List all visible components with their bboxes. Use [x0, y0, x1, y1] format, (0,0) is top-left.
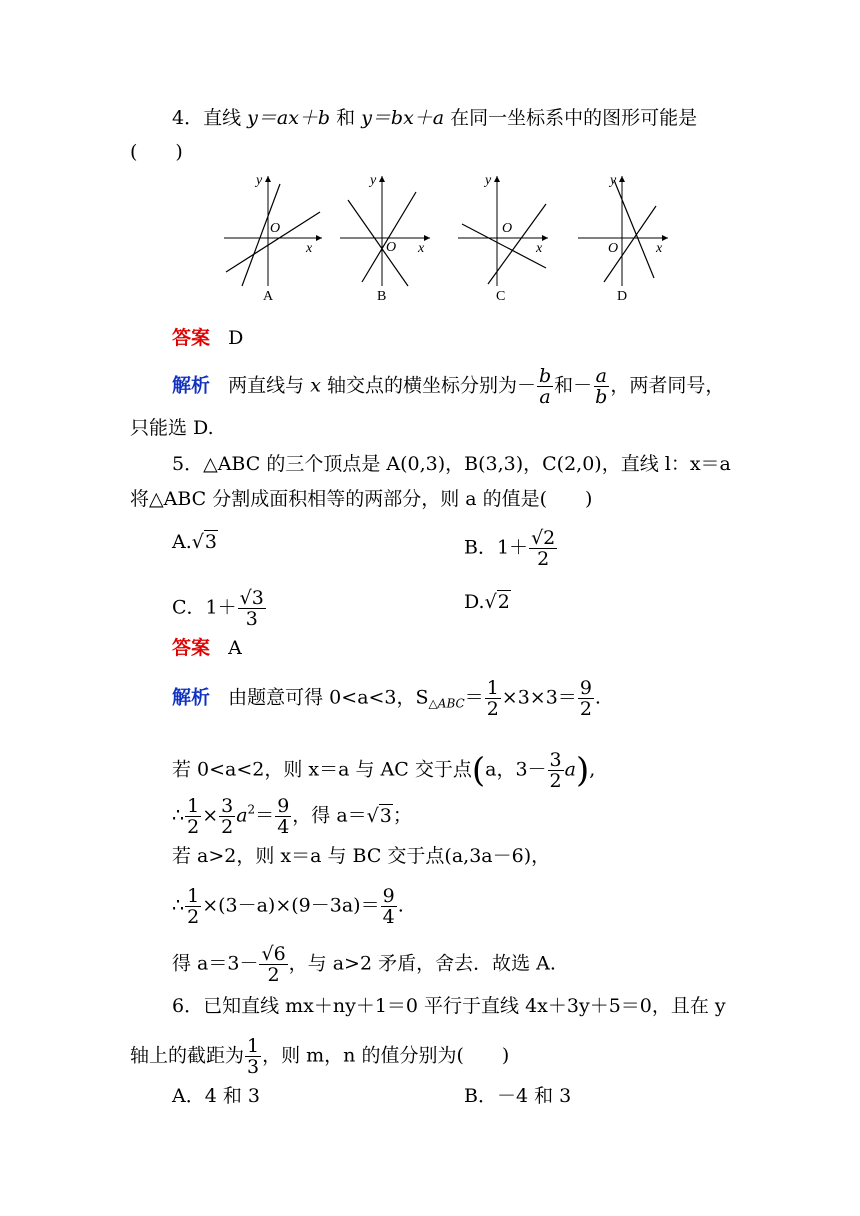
- frac-num: 1: [247, 1035, 260, 1057]
- q5-option-b: [464, 528, 558, 569]
- q4-graphs: [212, 166, 678, 312]
- frac-den: a: [539, 386, 551, 408]
- frac-num: 9: [277, 795, 290, 817]
- graph-b-y-label: y: [370, 173, 377, 188]
- q5-analysis-2: 若 0<a<2，则 x＝a 与 AC 交于点(a，3－ $\frac{3}{2}$ a),: [172, 749, 596, 792]
- fraction: [485, 678, 501, 719]
- fraction-a-over-b: [593, 366, 609, 407]
- frac-den: b: [595, 386, 608, 408]
- therefore: ∴: [172, 804, 185, 827]
- graph-b: [340, 173, 430, 304]
- fraction: [219, 796, 235, 837]
- frac-num: 1: [187, 885, 200, 907]
- graph-d-y-label: y: [610, 173, 617, 188]
- frac-num: 1: [486, 677, 499, 699]
- analysis-text: 得 a＝3－: [172, 952, 259, 975]
- graph-b-x-label: x: [418, 241, 425, 256]
- radicand: 3: [251, 587, 264, 609]
- analysis-and: 和－: [554, 374, 593, 397]
- q4-analysis: [172, 366, 724, 407]
- radicand: 3: [204, 531, 217, 553]
- frac-num: 3: [549, 749, 562, 771]
- q5-stem-2: 将△ABC 分割成面积相等的两部分，则 a 的值是( ): [130, 488, 593, 510]
- q4-stem-tail: 在同一坐标系中的图形可能是: [444, 107, 698, 129]
- q5-option-a: [172, 530, 218, 554]
- q4-eq1: y＝ax＋b: [247, 107, 331, 129]
- analysis-text: ，得 a＝: [292, 804, 367, 827]
- graph-a: [224, 173, 322, 304]
- graph-c: [458, 173, 548, 304]
- graph-a-x-label: x: [306, 241, 313, 256]
- q5-analysis-5: [172, 886, 404, 927]
- q4-answer: [172, 326, 243, 350]
- q6-stem-2: [130, 1036, 509, 1077]
- q5-analysis-4: 若 a>2，则 x＝a 与 BC 交于点(a,3a－6)，: [172, 845, 551, 867]
- option-c-label: C．1＋: [172, 596, 237, 619]
- graph-a-y-label: y: [256, 173, 263, 188]
- q5-analysis-3: [172, 796, 412, 837]
- fraction: [381, 886, 397, 927]
- analysis-label: 解析: [172, 374, 211, 397]
- q4-stem-text: 4．直线: [172, 107, 248, 129]
- analysis-text: 由题意可得 0<a<3，S: [228, 686, 429, 709]
- period: .: [594, 686, 601, 709]
- graph-d: [578, 173, 668, 304]
- sqrt-2: √2: [484, 591, 510, 613]
- fraction-1-over-3: [245, 1036, 261, 1077]
- frac-num: 9: [382, 885, 395, 907]
- q4-analysis-end: 只能选 D.: [130, 417, 214, 439]
- fraction: [185, 886, 201, 927]
- radicand: 6: [273, 943, 286, 965]
- frac-den: 4: [277, 816, 290, 838]
- answer-label: 答案: [172, 327, 211, 349]
- var-a: a: [564, 758, 576, 781]
- graph-a-origin: O: [270, 221, 281, 236]
- analysis-text: 若 0<a<2，则 x＝a 与 AC 交于点: [172, 758, 472, 781]
- q5-option-c: [172, 588, 267, 629]
- q5-analysis-1: [172, 678, 601, 719]
- graph-c-y-label: y: [485, 173, 492, 188]
- q6-text-2: ，则 m，n 的值分别为( ): [262, 1044, 510, 1067]
- frac-den: 2: [221, 816, 234, 838]
- analysis-text: ×(3－a)×(9－3a)＝: [202, 894, 380, 917]
- semicolon: ；: [392, 804, 412, 827]
- q5-answer: [172, 636, 242, 660]
- analysis-text-3: ，两者同号，: [610, 374, 725, 397]
- analysis-text-2: ，与 a>2 矛盾，舍去．故选 A.: [288, 952, 556, 975]
- graph-c-label: C: [496, 289, 506, 304]
- subscript: △ABC: [428, 696, 465, 711]
- option-d-label: D.: [464, 591, 485, 613]
- fraction: [275, 796, 291, 837]
- frac-num: b: [538, 365, 552, 387]
- q4-eq2: y＝bx＋a: [361, 107, 445, 129]
- frac-num: 3: [221, 795, 234, 817]
- therefore: ∴: [172, 894, 185, 917]
- fraction: [548, 750, 564, 791]
- q5-option-d: [464, 590, 511, 614]
- frac-den: 2: [187, 816, 200, 838]
- frac-num: a: [595, 365, 607, 387]
- times: ×: [202, 804, 219, 827]
- analysis-text: 两直线与: [228, 374, 311, 397]
- comma: ,: [589, 758, 596, 781]
- analysis-label: 解析: [172, 686, 211, 709]
- frac-den: 2: [486, 698, 499, 720]
- radicand: 2: [543, 527, 556, 549]
- radicand: 3: [379, 804, 392, 827]
- sqrt-3: √3: [366, 804, 392, 827]
- frac-den: 4: [382, 906, 395, 928]
- radicand: 2: [497, 591, 510, 613]
- analysis-text-2: 轴交点的横坐标分别为－: [320, 374, 536, 397]
- frac-den: 2: [537, 548, 550, 570]
- frac-den: 2: [579, 698, 592, 720]
- equals: ＝: [464, 686, 484, 709]
- fraction-b-over-a: [537, 366, 553, 407]
- q6-option-b: B．－4 和 3: [464, 1085, 572, 1107]
- q6-option-a: A．4 和 3: [172, 1085, 260, 1107]
- fraction-sqrt6-over-2: $\frac{√6}{2}$: [261, 943, 286, 986]
- q5-analysis-6: [172, 944, 556, 985]
- var-a: a: [236, 804, 248, 827]
- frac-den: 2: [549, 770, 562, 792]
- graph-d-label: D: [617, 289, 628, 304]
- q4-figure: [212, 166, 678, 312]
- graph-d-origin: O: [608, 241, 619, 256]
- fraction: [185, 796, 201, 837]
- q4-paren: ( ): [130, 141, 183, 163]
- graph-b-origin: O: [386, 240, 397, 255]
- answer-value: A: [228, 637, 242, 659]
- frac-den: 2: [267, 964, 280, 986]
- fraction: [578, 678, 594, 719]
- graph-b-label: B: [377, 289, 387, 304]
- analysis-x: x: [310, 374, 321, 397]
- graph-c-origin: O: [502, 221, 513, 236]
- graph-a-label: A: [263, 289, 274, 304]
- frac-den: 2: [187, 906, 200, 928]
- q4-and: 和: [330, 107, 362, 129]
- frac-den: 3: [245, 608, 258, 630]
- superscript: 2: [247, 802, 256, 817]
- frac-den: 3: [247, 1056, 260, 1078]
- point-text: a，3－: [485, 758, 547, 781]
- q4-stem: [172, 106, 697, 130]
- answer-value: D: [228, 327, 244, 349]
- fraction-sqrt3-over-3: $\frac{√3}{3}$: [239, 587, 264, 630]
- option-b-label: B．1＋: [464, 536, 529, 559]
- answer-label: 答案: [172, 637, 211, 659]
- frac-num: 1: [187, 795, 200, 817]
- option-a-label: A.: [172, 531, 192, 553]
- fraction-sqrt2-over-2: $\frac{√2}{2}$: [531, 527, 556, 570]
- period: .: [397, 894, 404, 917]
- q5-stem-1: 5．△ABC 的三个顶点是 A(0,3)，B(3,3)，C(2,0)，直线 l：x＝a: [172, 453, 731, 475]
- q6-stem-1: 6．已知直线 mx＋ny＋1＝0 平行于直线 4x＋3y＋5＝0，且在 y: [172, 995, 726, 1017]
- analysis-text-2: ×3×3＝: [501, 686, 577, 709]
- frac-num: 9: [579, 677, 592, 699]
- graph-d-x-label: x: [656, 241, 663, 256]
- q6-text: 轴上的截距为: [130, 1044, 245, 1067]
- equals: ＝: [255, 804, 275, 827]
- sqrt-3: √3: [191, 531, 217, 553]
- graph-c-x-label: x: [536, 241, 543, 256]
